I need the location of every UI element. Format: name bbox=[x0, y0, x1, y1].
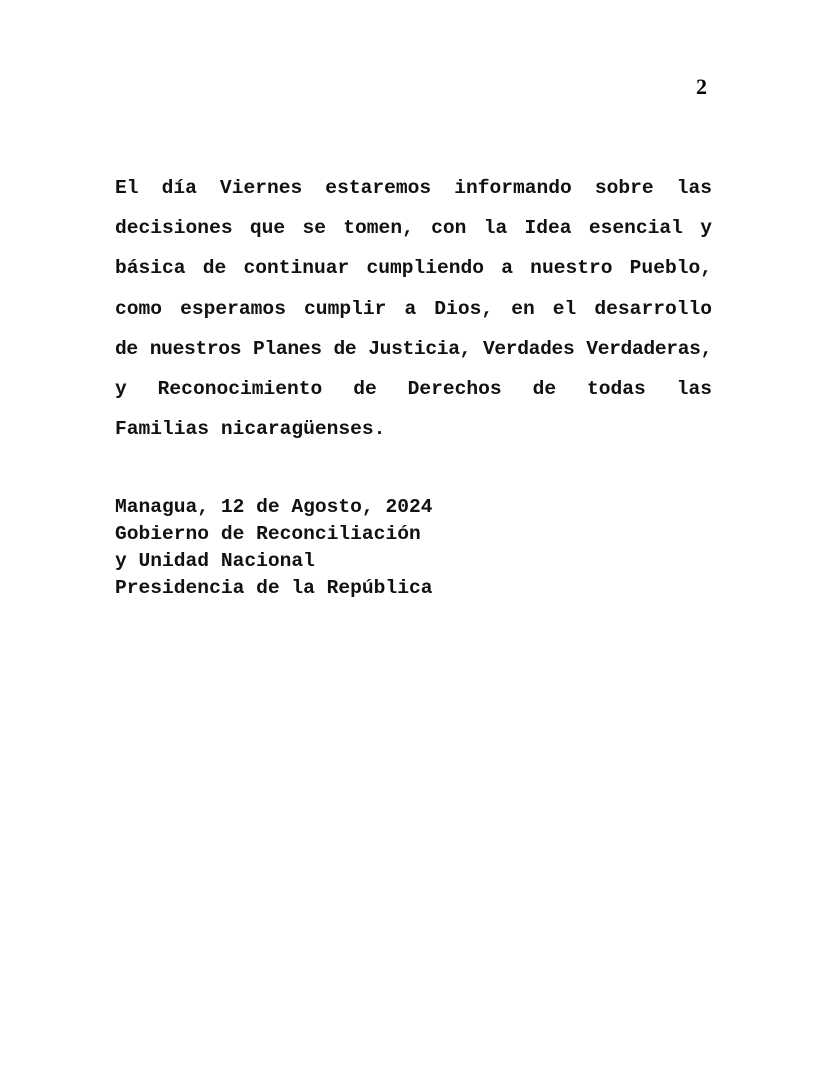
body-line: básica de continuar cumpliendo a nuestro Pueblo, bbox=[115, 257, 712, 280]
body-line: y Reconocimiento de Derechos de todas las bbox=[115, 377, 712, 400]
government-name-line: Gobierno de Reconciliación bbox=[115, 523, 421, 545]
office-line: Presidencia de la República bbox=[115, 577, 433, 599]
body-paragraph bbox=[115, 168, 712, 449]
body-line: como esperamos cumplir a Dios, en el desarrollo bbox=[115, 297, 712, 320]
page-number: 2 bbox=[696, 74, 707, 99]
body-line: Familias nicaragüenses. bbox=[115, 418, 386, 441]
body-line: El día Viernes estaremos informando sobre las bbox=[115, 177, 712, 199]
body-line: decisiones que se tomen, con la Idea esencial y bbox=[115, 217, 712, 240]
signature-block bbox=[115, 494, 432, 602]
government-name-line-2: y Unidad Nacional bbox=[115, 550, 315, 572]
body-line: de nuestros Planes de Justicia, Verdades Verdaderas, bbox=[115, 337, 712, 360]
place-date-line: Managua, 12 de Agosto, 2024 bbox=[115, 496, 433, 518]
